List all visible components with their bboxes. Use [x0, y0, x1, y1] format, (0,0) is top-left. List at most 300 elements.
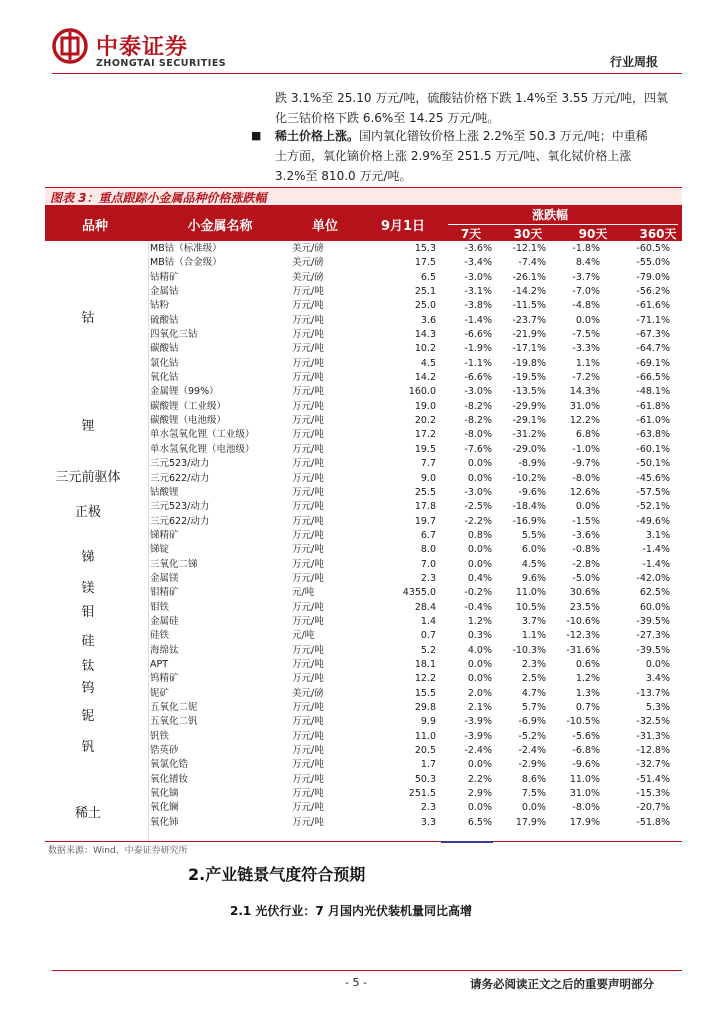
table-row — [148, 801, 680, 815]
cell-change-90d: 0.6% — [575, 658, 600, 670]
cell-price: 11.0 — [414, 730, 436, 742]
cell-change-360d: -56.2% — [636, 286, 670, 298]
cell-name: APT — [150, 658, 169, 670]
cell-change-90d: -8.0% — [572, 472, 600, 484]
cell-name: 三元523/动力 — [150, 458, 210, 470]
paragraph-line — [275, 126, 683, 146]
cell-change-90d: -10.6% — [566, 615, 600, 627]
cell-price: 12.2 — [414, 673, 436, 685]
cell-change-7d: -3.9% — [464, 730, 492, 742]
cell-name: 锑精矿 — [150, 529, 179, 541]
category-label: 铌 — [81, 709, 95, 724]
cell-price: 50.3 — [414, 773, 436, 785]
cell-change-30d: 3.7% — [521, 615, 546, 627]
cell-price: 15.3 — [414, 243, 436, 254]
cell-change-360d: 62.5% — [639, 587, 670, 599]
section-title: 2.产业链景气度符合预期 — [188, 865, 366, 884]
cell-price: 17.2 — [414, 429, 436, 441]
cell-name: MB钴（标准级） — [150, 243, 222, 254]
footer-divider — [52, 970, 682, 971]
table-row — [148, 400, 680, 414]
table-row — [148, 543, 680, 557]
cell-change-30d: 7.5% — [521, 788, 546, 800]
cell-change-90d: -5.0% — [572, 572, 600, 584]
cell-change-360d: -20.7% — [636, 802, 670, 814]
cell-unit: 万元/吨 — [292, 745, 324, 757]
cell-price: 2.3 — [420, 572, 436, 584]
paragraph-line: 3.2%至 810.0 万元/吨。 — [275, 169, 412, 183]
cell-change-30d: 1.1% — [521, 630, 546, 642]
cell-change-7d: -8.2% — [464, 415, 492, 427]
cell-name: 钴酸锂 — [150, 486, 179, 498]
cell-unit: 万元/吨 — [292, 415, 324, 427]
cell-change-360d: 3.1% — [645, 529, 670, 541]
brand-name-cn: 中泰证券 — [96, 35, 189, 60]
cell-name: MB钴（合金级） — [150, 257, 222, 269]
cell-change-360d: -61.6% — [636, 300, 670, 312]
cell-change-360d: -69.1% — [636, 357, 670, 369]
cell-change-360d: -64.7% — [636, 343, 670, 355]
cell-name: 氯化钴 — [150, 357, 179, 369]
cell-change-7d: -2.2% — [464, 515, 492, 527]
cell-unit: 万元/吨 — [292, 615, 324, 627]
cell-change-30d: -21.9% — [512, 329, 546, 341]
table-row — [148, 385, 680, 399]
cell-unit: 万元/吨 — [292, 730, 324, 742]
cell-name: 单水氢氧化锂（电池级） — [150, 443, 255, 455]
cell-change-90d: -5.6% — [572, 730, 600, 742]
table-row — [148, 472, 680, 486]
cell-change-360d: -79.0% — [636, 271, 670, 283]
column-header-date: 9月1日 — [380, 219, 426, 234]
cell-name: 金属锂（99%） — [150, 386, 219, 398]
cell-price: 6.5 — [420, 271, 436, 283]
table-row — [148, 342, 680, 356]
table-row — [148, 515, 680, 529]
cell-price: 3.3 — [420, 816, 436, 828]
cell-change-360d: -50.1% — [636, 458, 670, 470]
table-row — [148, 601, 680, 615]
bullet-icon: ■ — [251, 129, 262, 142]
cell-price: 19.0 — [414, 400, 436, 412]
cell-unit: 万元/吨 — [292, 329, 324, 341]
cell-change-360d: -66.5% — [636, 372, 670, 384]
cell-price: 9.0 — [420, 472, 436, 484]
cell-unit: 万元/吨 — [292, 300, 324, 312]
cell-unit: 万元/吨 — [292, 515, 324, 527]
cell-change-90d: 1.3% — [575, 687, 600, 699]
cell-unit: 元/吨 — [292, 587, 315, 599]
cell-change-360d: -67.3% — [636, 329, 670, 341]
cell-unit: 万元/吨 — [292, 386, 324, 398]
table-row — [148, 586, 680, 600]
cell-unit: 万元/吨 — [292, 372, 324, 384]
cell-name: 氧氯化锆 — [150, 759, 189, 771]
cell-unit: 元/吨 — [292, 630, 315, 642]
category-label: 硅 — [81, 634, 95, 649]
cell-price: 25.1 — [414, 286, 436, 298]
cell-name: 三氧化二锑 — [150, 558, 198, 570]
cell-unit: 万元/吨 — [292, 472, 324, 484]
cell-name: 钴精矿 — [150, 271, 179, 283]
cell-change-90d: 23.5% — [569, 601, 600, 613]
cell-change-90d: -12.3% — [566, 630, 600, 642]
cell-unit: 万元/吨 — [292, 816, 324, 828]
cell-unit: 美元/磅 — [292, 243, 324, 254]
category-label: 正极 — [74, 505, 101, 520]
cell-unit: 万元/吨 — [292, 286, 324, 298]
cell-change-30d: 10.5% — [515, 601, 546, 613]
cell-name: 三元622/动力 — [150, 515, 210, 527]
cell-change-7d: -2.4% — [464, 745, 492, 757]
cell-change-7d: -3.4% — [464, 257, 492, 269]
cell-price: 17.8 — [414, 501, 436, 513]
table-row — [148, 558, 680, 572]
cell-change-30d: -2.9% — [518, 759, 546, 771]
column-header-change: 涨跌幅 — [531, 208, 568, 222]
cell-change-7d: 0.0% — [467, 673, 492, 685]
table-row — [148, 658, 680, 672]
cell-change-30d: -31.2% — [512, 429, 546, 441]
cell-change-90d: -9.6% — [572, 759, 600, 771]
column-header-360d: 360天 — [639, 227, 677, 241]
cell-change-360d: -32.5% — [636, 716, 670, 728]
cell-change-360d: -52.1% — [636, 501, 670, 513]
table-row — [148, 371, 680, 385]
subsection-title: 2.1 光伏行业：7 月国内光伏装机量同比高增 — [230, 904, 472, 918]
cell-name: 氧化镝 — [150, 788, 179, 800]
cell-name: 金属镁 — [150, 572, 179, 584]
cell-unit: 万元/吨 — [292, 601, 324, 613]
cell-price: 18.1 — [414, 658, 436, 670]
cell-change-360d: -13.7% — [636, 687, 670, 699]
table-row — [148, 715, 680, 729]
column-header-variety: 品种 — [81, 219, 108, 234]
cell-change-90d: -31.6% — [566, 644, 600, 656]
cell-change-7d: 0.0% — [467, 472, 492, 484]
cell-unit: 万元/吨 — [292, 558, 324, 570]
cell-unit: 万元/吨 — [292, 644, 324, 656]
cell-name: 单水氢氧化锂（工业级） — [150, 429, 255, 441]
cell-change-360d: -39.5% — [636, 615, 670, 627]
cell-name: 氧化镧 — [150, 802, 179, 814]
table-row — [148, 242, 680, 256]
cell-change-30d: -11.5% — [512, 300, 546, 312]
cell-change-7d: -8.2% — [464, 400, 492, 412]
cell-change-7d: 2.9% — [467, 788, 492, 800]
cell-price: 1.7 — [420, 759, 436, 771]
cell-change-360d: -39.5% — [636, 644, 670, 656]
cell-name: 碳酸钴 — [150, 343, 179, 355]
cell-price: 7.7 — [420, 458, 436, 470]
cell-change-360d: -57.5% — [636, 486, 670, 498]
cell-change-7d: -3.1% — [464, 286, 492, 298]
cell-change-30d: -18.4% — [512, 501, 546, 513]
paragraph-text: 国内氧化镨钕价格上涨 2.2%至 50.3 万元/吨；中重稀 — [359, 129, 648, 143]
cell-change-30d: 4.7% — [521, 687, 546, 699]
table-row — [148, 414, 680, 428]
cell-price: 3.6 — [420, 314, 436, 326]
cell-change-90d: 11.0% — [569, 773, 600, 785]
cell-name: 碳酸锂（电池级） — [150, 415, 227, 427]
cell-name: 海绵钛 — [150, 644, 179, 656]
cell-change-30d: -29.9% — [512, 400, 546, 412]
cell-change-90d: 31.0% — [569, 400, 600, 412]
table-row — [148, 443, 680, 457]
cell-change-7d: -3.0% — [464, 486, 492, 498]
cell-change-360d: -1.4% — [642, 558, 670, 570]
cell-change-90d: -7.2% — [572, 372, 600, 384]
cell-price: 14.2 — [414, 372, 436, 384]
data-source-note: 数据来源：Wind、中泰证券研究所 — [48, 846, 188, 856]
cell-change-90d: -6.8% — [572, 745, 600, 757]
table-row — [148, 500, 680, 514]
table-row — [148, 357, 680, 371]
cell-change-30d: 5.5% — [521, 529, 546, 541]
cell-change-360d: -71.1% — [636, 314, 670, 326]
cell-change-90d: -3.3% — [572, 343, 600, 355]
table-row — [148, 629, 680, 643]
cell-change-30d: -12.1% — [512, 243, 546, 254]
cell-unit: 万元/吨 — [292, 702, 324, 713]
brand-name-en: ZHONGTAI SECURITIES — [96, 58, 227, 69]
cell-unit: 万元/吨 — [292, 357, 324, 369]
cell-change-7d: 1.2% — [467, 615, 492, 627]
cell-price: 2.3 — [420, 802, 436, 814]
table-row — [148, 687, 680, 701]
table-row — [148, 615, 680, 629]
cell-change-7d: -2.5% — [464, 501, 492, 513]
cell-change-360d: -12.8% — [636, 745, 670, 757]
category-label: 锂 — [81, 419, 95, 434]
cell-change-360d: -31.3% — [636, 730, 670, 742]
cell-change-7d: 4.0% — [467, 644, 492, 656]
cell-name: 金属硅 — [150, 615, 179, 627]
category-label: 钴 — [81, 311, 95, 326]
cell-change-30d: -10.3% — [512, 644, 546, 656]
table-body — [148, 242, 680, 830]
cell-unit: 万元/吨 — [292, 501, 324, 513]
cell-change-360d: -48.1% — [636, 386, 670, 398]
cell-change-90d: -1.0% — [572, 443, 600, 455]
cell-change-90d: 1.2% — [575, 673, 600, 685]
cell-change-360d: -61.0% — [636, 415, 670, 427]
cell-change-7d: 0.0% — [467, 802, 492, 814]
cell-change-30d: -2.4% — [518, 745, 546, 757]
cell-change-360d: -51.4% — [636, 773, 670, 785]
cell-change-7d: -3.8% — [464, 300, 492, 312]
cell-change-7d: -3.9% — [464, 716, 492, 728]
table-row — [148, 299, 680, 313]
cell-price: 15.5 — [414, 687, 436, 699]
column-header-90d: 90天 — [578, 227, 608, 241]
cell-change-90d: 12.6% — [569, 486, 600, 498]
cell-change-90d: -8.0% — [572, 802, 600, 814]
table-row — [148, 701, 680, 715]
cell-name: 锑锭 — [150, 544, 170, 556]
cell-change-90d: 12.2% — [569, 415, 600, 427]
table-row — [148, 572, 680, 586]
cell-name: 氧化铈 — [150, 816, 179, 828]
cell-change-30d: -16.9% — [512, 515, 546, 527]
cell-change-360d: 3.4% — [645, 673, 670, 685]
cell-change-7d: 0.4% — [467, 572, 492, 584]
cell-change-30d: -13.5% — [512, 386, 546, 398]
cell-unit: 万元/吨 — [292, 400, 324, 412]
cell-change-7d: -0.4% — [464, 601, 492, 613]
cell-change-7d: -1.1% — [464, 357, 492, 369]
category-label: 钨 — [81, 681, 95, 696]
cell-change-30d: -26.1% — [512, 271, 546, 283]
cell-change-30d: 4.5% — [521, 558, 546, 570]
category-label: 钛 — [81, 659, 95, 674]
table-row — [148, 529, 680, 543]
cell-change-7d: 0.0% — [467, 558, 492, 570]
cell-change-7d: 2.1% — [467, 702, 492, 713]
cell-change-7d: 2.2% — [467, 773, 492, 785]
cell-change-7d: -6.6% — [464, 372, 492, 384]
cell-price: 14.3 — [414, 329, 436, 341]
cell-price: 251.5 — [408, 788, 436, 800]
cell-change-360d: -42.0% — [636, 572, 670, 584]
cell-price: 5.2 — [420, 644, 436, 656]
cell-unit: 万元/吨 — [292, 759, 324, 771]
cell-change-7d: 2.0% — [467, 687, 492, 699]
cell-unit: 美元/磅 — [292, 687, 324, 699]
cell-change-360d: -60.1% — [636, 443, 670, 455]
cell-name: 硫酸钴 — [150, 314, 179, 326]
cell-price: 25.5 — [414, 486, 436, 498]
category-label: 锑 — [81, 550, 95, 565]
cell-change-90d: -7.5% — [572, 329, 600, 341]
cell-change-30d: 8.6% — [521, 773, 546, 785]
cell-change-360d: 0.0% — [645, 658, 670, 670]
column-header-7d: 7天 — [460, 227, 482, 241]
cell-change-7d: -3.0% — [464, 271, 492, 283]
cell-change-90d: -3.7% — [572, 271, 600, 283]
table-bottom-rule — [45, 841, 682, 842]
cell-change-7d: -8.0% — [464, 429, 492, 441]
cell-change-30d: 6.0% — [521, 544, 546, 556]
cell-change-30d: -23.7% — [512, 314, 546, 326]
cell-name: 氧化镨钕 — [150, 773, 189, 785]
cell-name: 硅铁 — [150, 630, 170, 642]
cell-price: 6.7 — [420, 529, 436, 541]
cell-change-360d: -1.4% — [642, 544, 670, 556]
table-row — [148, 285, 680, 299]
cell-change-90d: 1.1% — [575, 357, 600, 369]
paragraph-lead: 稀土价格上涨。 — [275, 129, 360, 143]
cell-change-30d: 2.5% — [521, 673, 546, 685]
cell-unit: 万元/吨 — [292, 716, 324, 728]
cell-change-90d: -1.5% — [572, 515, 600, 527]
cell-change-90d: -0.8% — [572, 544, 600, 556]
table-row — [148, 486, 680, 500]
cell-name: 三元523/动力 — [150, 501, 210, 513]
figure-title: 图表 3：重点跟踪小金属品种价格涨跌幅 — [50, 191, 267, 205]
cell-change-30d: -8.9% — [518, 458, 546, 470]
cell-unit: 万元/吨 — [292, 458, 324, 470]
cell-change-90d: -3.6% — [572, 529, 600, 541]
cell-name: 铌矿 — [150, 687, 170, 699]
cell-unit: 万元/吨 — [292, 429, 324, 441]
cell-change-360d: 60.0% — [639, 601, 670, 613]
category-label: 钒 — [81, 740, 95, 755]
cell-price: 20.5 — [414, 745, 436, 757]
cell-change-360d: -51.8% — [636, 816, 670, 828]
cell-name: 五氧化二钒 — [150, 716, 198, 728]
cell-change-7d: -3.6% — [464, 243, 492, 254]
page-number: - 5 - — [345, 976, 367, 989]
cell-change-360d: -63.8% — [636, 429, 670, 441]
cell-name: 钒铁 — [150, 730, 170, 742]
table-row — [148, 314, 680, 328]
table-row — [148, 672, 680, 686]
cell-change-7d: -6.6% — [464, 329, 492, 341]
cell-change-7d: 0.0% — [467, 759, 492, 771]
table-row — [148, 644, 680, 658]
cell-change-360d: -49.6% — [636, 515, 670, 527]
category-label: 三元前驱体 — [55, 470, 121, 485]
cell-change-90d: -7.0% — [572, 286, 600, 298]
cell-unit: 美元/磅 — [292, 271, 324, 283]
cell-price: 160.0 — [408, 386, 436, 398]
cell-change-90d: 30.6% — [569, 587, 600, 599]
table-row — [148, 457, 680, 471]
cell-change-360d: -55.0% — [636, 257, 670, 269]
cell-unit: 万元/吨 — [292, 802, 324, 814]
cell-change-30d: 17.9% — [515, 816, 546, 828]
cell-change-30d: 0.0% — [521, 802, 546, 814]
paragraph-line: 跌 3.1%至 25.10 万元/吨，硫酸钴价格下跌 1.4%至 3.55 万元/吨，四氧 — [275, 91, 669, 105]
cell-change-90d: -9.7% — [572, 458, 600, 470]
cell-unit: 万元/吨 — [292, 773, 324, 785]
zhongtai-logo-icon — [52, 28, 88, 64]
cell-price: 0.7 — [420, 630, 436, 642]
cell-name: 三元622/动力 — [150, 472, 210, 484]
cell-price: 4.5 — [420, 357, 436, 369]
cell-price: 25.0 — [414, 300, 436, 312]
table-row — [148, 787, 680, 801]
cell-change-30d: -9.6% — [518, 486, 546, 498]
table-row — [148, 730, 680, 744]
cell-price: 17.5 — [414, 257, 436, 269]
column-header-unit: 单位 — [311, 219, 338, 234]
cell-name: 氧化钴 — [150, 372, 179, 384]
cell-price: 19.7 — [414, 515, 436, 527]
cell-price: 4355.0 — [402, 587, 436, 599]
cell-price: 7.0 — [420, 558, 436, 570]
cell-change-30d: 2.3% — [521, 658, 546, 670]
cell-change-90d: 17.9% — [569, 816, 600, 828]
cell-change-30d: -19.5% — [512, 372, 546, 384]
cell-change-360d: -60.5% — [636, 243, 670, 254]
cell-change-7d: -3.0% — [464, 386, 492, 398]
table-row — [148, 773, 680, 787]
cell-change-7d: 0.0% — [467, 544, 492, 556]
report-type: 行业周报 — [610, 55, 659, 69]
cell-change-7d: 0.0% — [467, 458, 492, 470]
cell-price: 19.5 — [414, 443, 436, 455]
cell-unit: 万元/吨 — [292, 443, 324, 455]
cell-change-90d: -1.8% — [572, 243, 600, 254]
paragraph-line: 土方面，氧化镝价格上涨 2.9%至 251.5 万元/吨、氧化铽价格上涨 — [275, 149, 632, 163]
cell-unit: 万元/吨 — [292, 673, 324, 685]
category-label: 镁 — [81, 581, 95, 596]
cell-price: 28.4 — [414, 601, 436, 613]
cell-change-90d: 0.7% — [575, 702, 600, 713]
cell-change-360d: -61.8% — [636, 400, 670, 412]
